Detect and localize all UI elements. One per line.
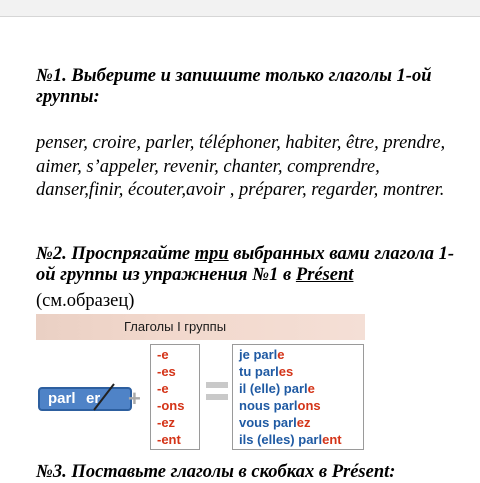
plus-icon: + xyxy=(128,386,141,411)
conjugation-line: vous parlez xyxy=(239,415,311,430)
exercise-2-underlined-tense: Présent xyxy=(295,265,354,285)
endings-box xyxy=(150,344,200,450)
conjugation-header xyxy=(36,314,365,340)
ending-item: -e xyxy=(157,347,169,362)
exercise-1-verb-list: penser, croire, parler, téléphoner, habiter, être, prendre, aimer, s’appeler, revenir, chanter, comprendre, danser,finir, écouter,avoir , préparer, regarder, montrer. xyxy=(36,133,446,200)
exercise-2-title-middle: выбранных вами глагола 1-ой группы из упражнения №1 в xyxy=(36,244,455,285)
exercise-2-note: (см.образец) xyxy=(36,291,135,311)
exercise-2-title-start: №2. Проспрягайте xyxy=(36,244,195,264)
exercise-1-title: №1. Выберите и запишите только глаголы 1-ой группы: xyxy=(36,66,432,107)
conjugation-example-image xyxy=(36,314,365,450)
exercise-2-underlined-word: три xyxy=(194,244,229,264)
ending-item: -es xyxy=(157,364,176,379)
verb-infinitive-ending: er xyxy=(86,390,101,407)
conjugation-line: tu parles xyxy=(239,364,294,379)
verb-stem: parl xyxy=(48,390,76,407)
ending-item: -ent xyxy=(157,432,181,447)
conjugation-line: nous parlons xyxy=(239,398,321,413)
exercise-3-title: №3. Поставьте глаголы в скобках в Présent: xyxy=(36,462,396,482)
top-bar xyxy=(0,0,480,17)
conjugation-line: ils (elles) parlent xyxy=(239,432,342,447)
exercise-2-title xyxy=(36,244,456,286)
conjugation-line: il (elle) parle xyxy=(239,381,315,396)
ending-item: -ons xyxy=(157,398,185,413)
conjugation-header-text: Глаголы I группы xyxy=(124,319,227,334)
conjugation-result-box xyxy=(232,344,364,450)
ending-item: -ez xyxy=(157,415,176,430)
conjugation-line: je parle xyxy=(239,347,285,362)
strike-cross-icon xyxy=(90,380,118,414)
equals-icon xyxy=(206,378,228,404)
ending-item: -e xyxy=(157,381,169,396)
